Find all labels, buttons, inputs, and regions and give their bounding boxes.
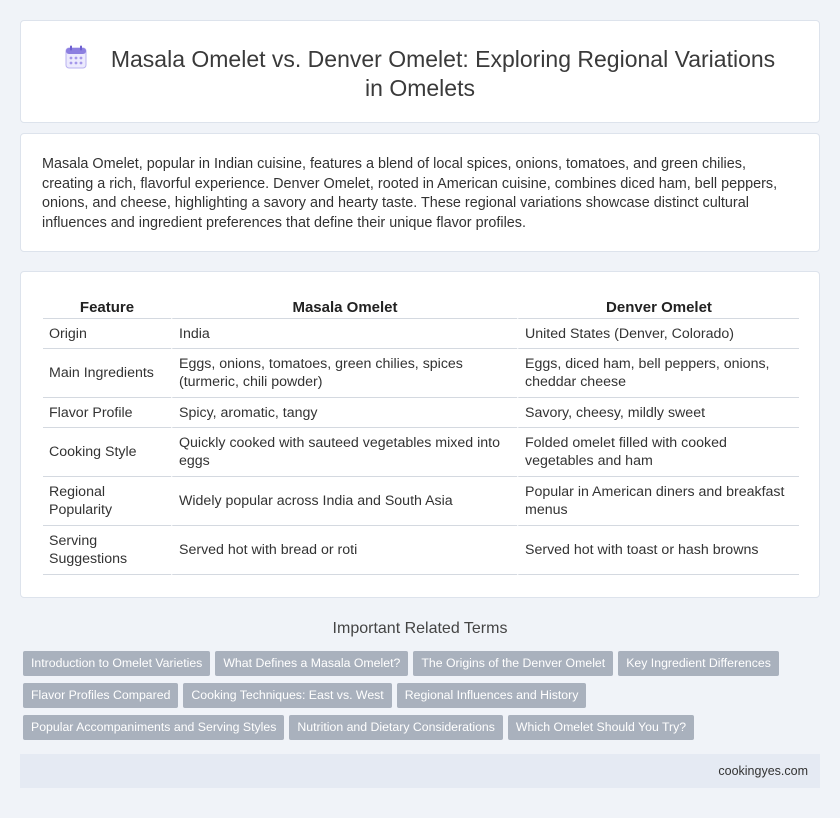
tag-popular-accompaniments[interactable]: Popular Accompaniments and Serving Styles [23, 715, 284, 740]
row-masala-value: Served hot with bread or roti [171, 526, 517, 575]
tag-flavor-profiles-compared[interactable]: Flavor Profiles Compared [23, 683, 178, 708]
row-denver-value: Savory, cheesy, mildly sweet [517, 398, 799, 428]
intro-paragraph: Masala Omelet, popular in Indian cuisine, features a blend of local spices, onions, tomatoes, and green chilies, creating a rich, flavorful experience. Denver Omelet, rooted in American cuisine, combines diced ham, bell peppers, onions, and cheese, highlighting a savory and hearty taste. These regional variations showcase distinct cultural influences and ingredient preferences that define their unique flavor profiles. [42, 156, 778, 231]
header-denver-omelet: Denver Omelet [517, 297, 799, 319]
table-row [43, 526, 799, 575]
tag-row [23, 651, 803, 683]
related-terms-heading: Important Related Terms [332, 620, 508, 637]
tag-introduction-to-omelet-varieties[interactable]: Introduction to Omelet Varieties [23, 651, 210, 676]
footer [20, 754, 820, 788]
row-feature: Flavor Profile [43, 398, 171, 428]
intro-card [20, 133, 820, 252]
table-row [43, 428, 799, 477]
tag-row [23, 715, 803, 747]
table-row [43, 477, 799, 526]
related-terms-tags [23, 651, 803, 747]
header-card [20, 20, 820, 123]
row-denver-value: Folded omelet filled with cooked vegetables and ham [517, 428, 799, 477]
row-masala-value: Widely popular across India and South Asia [171, 477, 517, 526]
row-denver-value: Served hot with toast or hash browns [517, 526, 799, 575]
footer-site-name: cookingyes.com [718, 764, 808, 778]
row-denver-value: United States (Denver, Colorado) [517, 319, 799, 349]
row-feature: Main Ingredients [43, 349, 171, 398]
title-wrap [21, 45, 819, 103]
tag-nutrition-and-dietary[interactable]: Nutrition and Dietary Considerations [289, 715, 503, 740]
table-row [43, 319, 799, 349]
row-denver-value: Popular in American diners and breakfast menus [517, 477, 799, 526]
tag-cooking-techniques[interactable]: Cooking Techniques: East vs. West [183, 683, 391, 708]
table-row [43, 349, 799, 398]
tag-row [23, 683, 803, 715]
table-header-row [43, 297, 799, 319]
row-feature: Regional Popularity [43, 477, 171, 526]
tag-regional-influences-and-history[interactable]: Regional Influences and History [397, 683, 587, 708]
row-masala-value: Spicy, aromatic, tangy [171, 398, 517, 428]
row-denver-value: Eggs, diced ham, bell peppers, onions, cheddar cheese [517, 349, 799, 398]
row-masala-value: Eggs, onions, tomatoes, green chilies, spices (turmeric, chili powder) [171, 349, 517, 398]
page-title [61, 45, 779, 103]
header-feature: Feature [43, 297, 171, 319]
calendar-icon [65, 45, 87, 69]
tag-key-ingredient-differences[interactable]: Key Ingredient Differences [618, 651, 779, 676]
header-masala-omelet: Masala Omelet [171, 297, 517, 319]
tag-origins-of-the-denver-omelet[interactable]: The Origins of the Denver Omelet [413, 651, 613, 676]
row-feature: Serving Suggestions [43, 526, 171, 575]
row-feature: Cooking Style [43, 428, 171, 477]
row-masala-value: Quickly cooked with sauteed vegetables mixed into eggs [171, 428, 517, 477]
tag-which-omelet-should-you-try[interactable]: Which Omelet Should You Try? [508, 715, 694, 740]
page-title-text: Masala Omelet vs. Denver Omelet: Exploring Regional Variations in Omelets [110, 46, 776, 101]
row-feature: Origin [43, 319, 171, 349]
comparison-table-card [20, 271, 820, 598]
table-row [43, 398, 799, 428]
tag-what-defines-a-masala-omelet[interactable]: What Defines a Masala Omelet? [215, 651, 408, 676]
row-masala-value: India [171, 319, 517, 349]
comparison-table [43, 297, 799, 575]
